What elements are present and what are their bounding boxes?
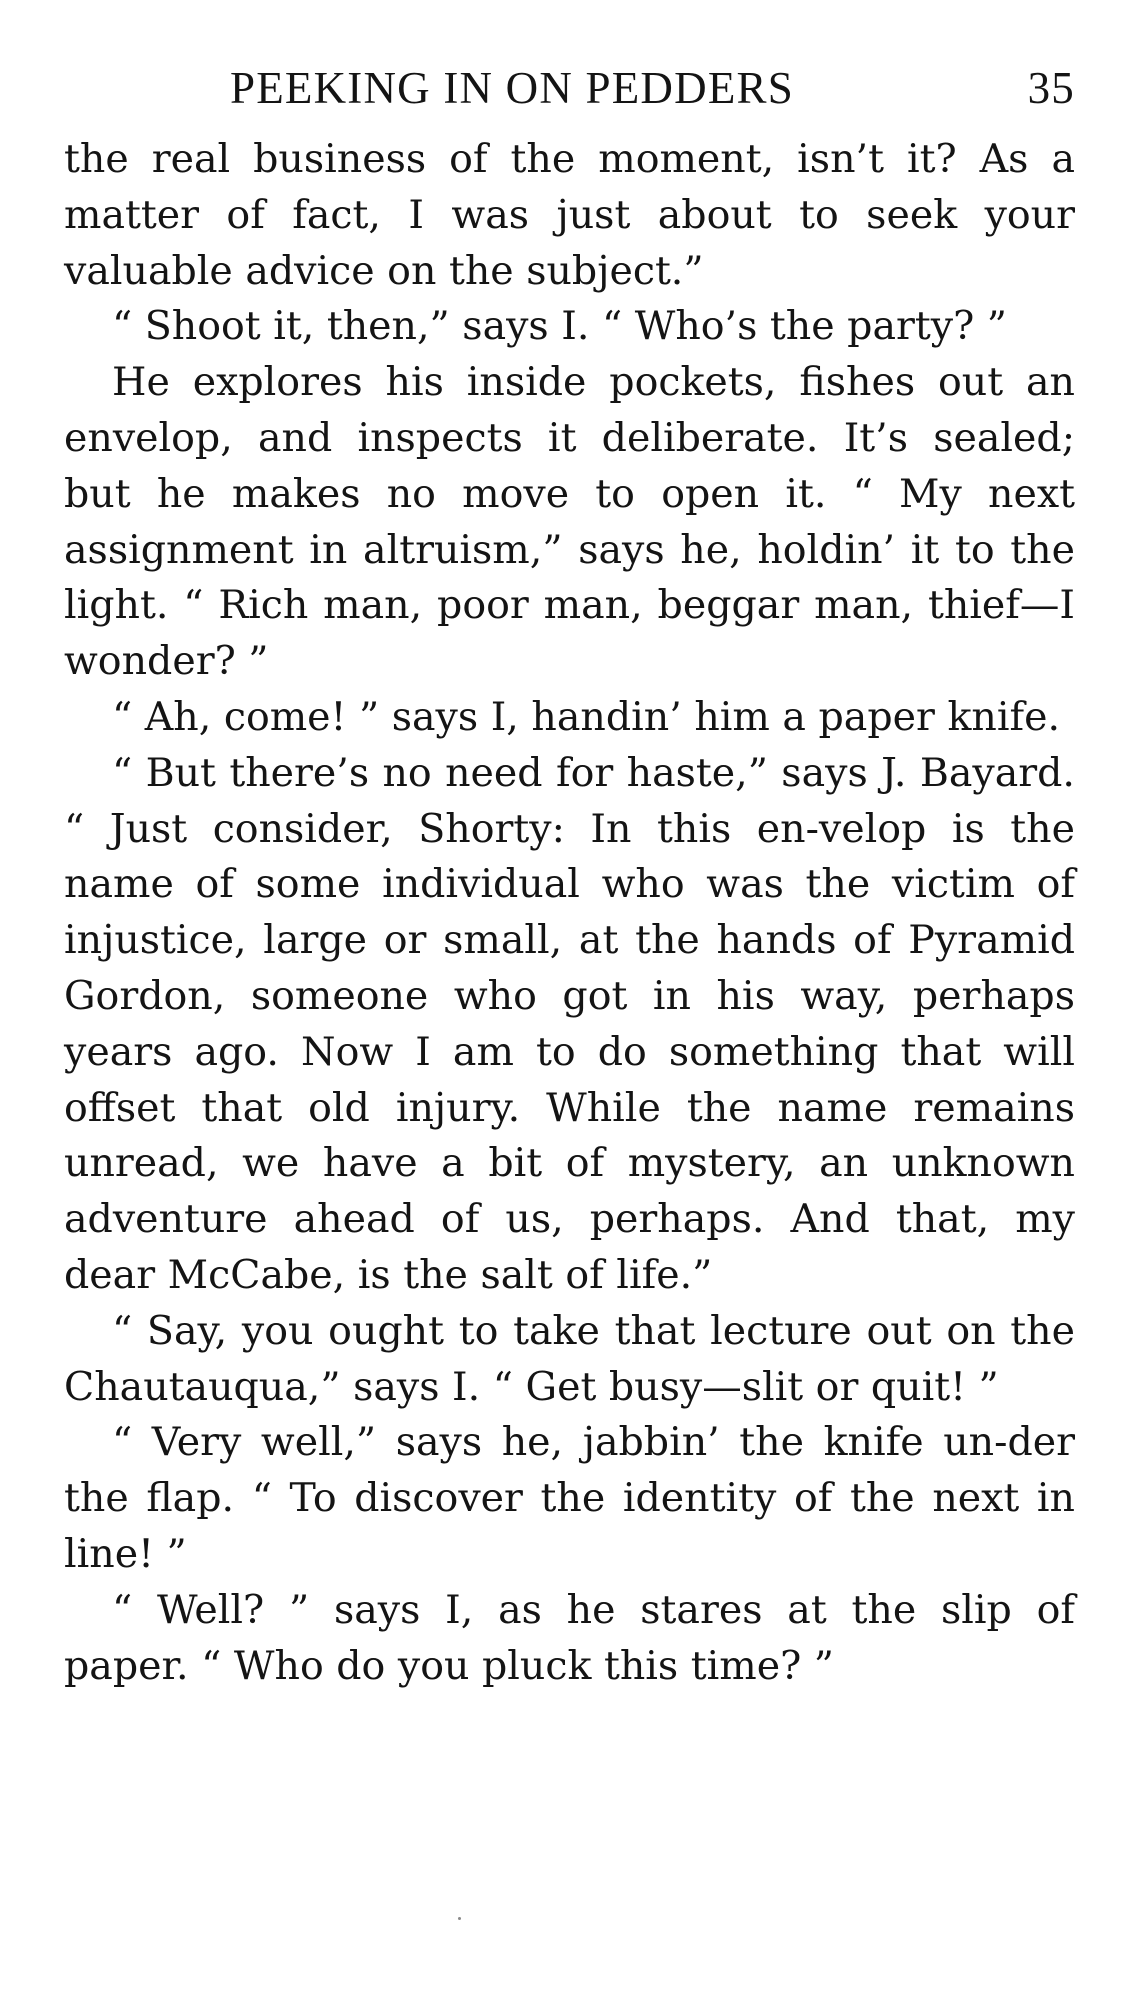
print-speck <box>458 1917 461 1920</box>
paragraph: “ Shoot it, then,” says I. “ Who’s the party? ” <box>112 303 1007 350</box>
paragraph-continued: the real business of the moment, isn’t it? As a matter of fact, I was just about to seek your valuable advice on the subject.” <box>64 136 1075 294</box>
page-number: 35 <box>1027 63 1075 113</box>
book-page <box>64 56 1075 1694</box>
paragraph: “ Very well,” says he, jabbin’ the knife un-der the flap. “ To discover the identity of the next in line! ” <box>64 1419 1075 1577</box>
paragraph: “ Say, you ought to take that lecture out on the Chautauqua,” says I. “ Get busy—slit or quit! ” <box>64 1307 1075 1410</box>
paragraph: He explores his inside pockets, fishes out an envelop, and inspects it deliberate. It’s sealed; but he makes no move to open it. “ My next assignment in altruism,” says he, holdin’ it to the light. “ Rich man, poor man, beggar man, thief—I wonder? ” <box>64 359 1075 685</box>
body-text <box>64 132 1075 1694</box>
paragraph: “ But there’s no need for haste,” says J. Bayard. “ Just consider, Shorty: In this en-velop is the name of some individual who was the victim of injustice, large or small, at the hands of Pyramid Gordon, someone who got in his way, perhaps years ago. Now I am to do something that will offset that old injury. While the name remains unread, we have a bit of mystery, an unknown adventure ahead of us, perhaps. And that, my dear McCabe, is the salt of life.” <box>64 749 1075 1298</box>
running-head <box>64 56 1075 118</box>
paragraph: “ Well? ” says I, as he stares at the slip of paper. “ Who do you pluck this time? ” <box>64 1586 1075 1689</box>
paragraph: “ Ah, come! ” says I, handin’ him a paper knife. <box>112 693 1060 740</box>
running-title: PEEKING IN ON PEDDERS <box>230 63 794 113</box>
